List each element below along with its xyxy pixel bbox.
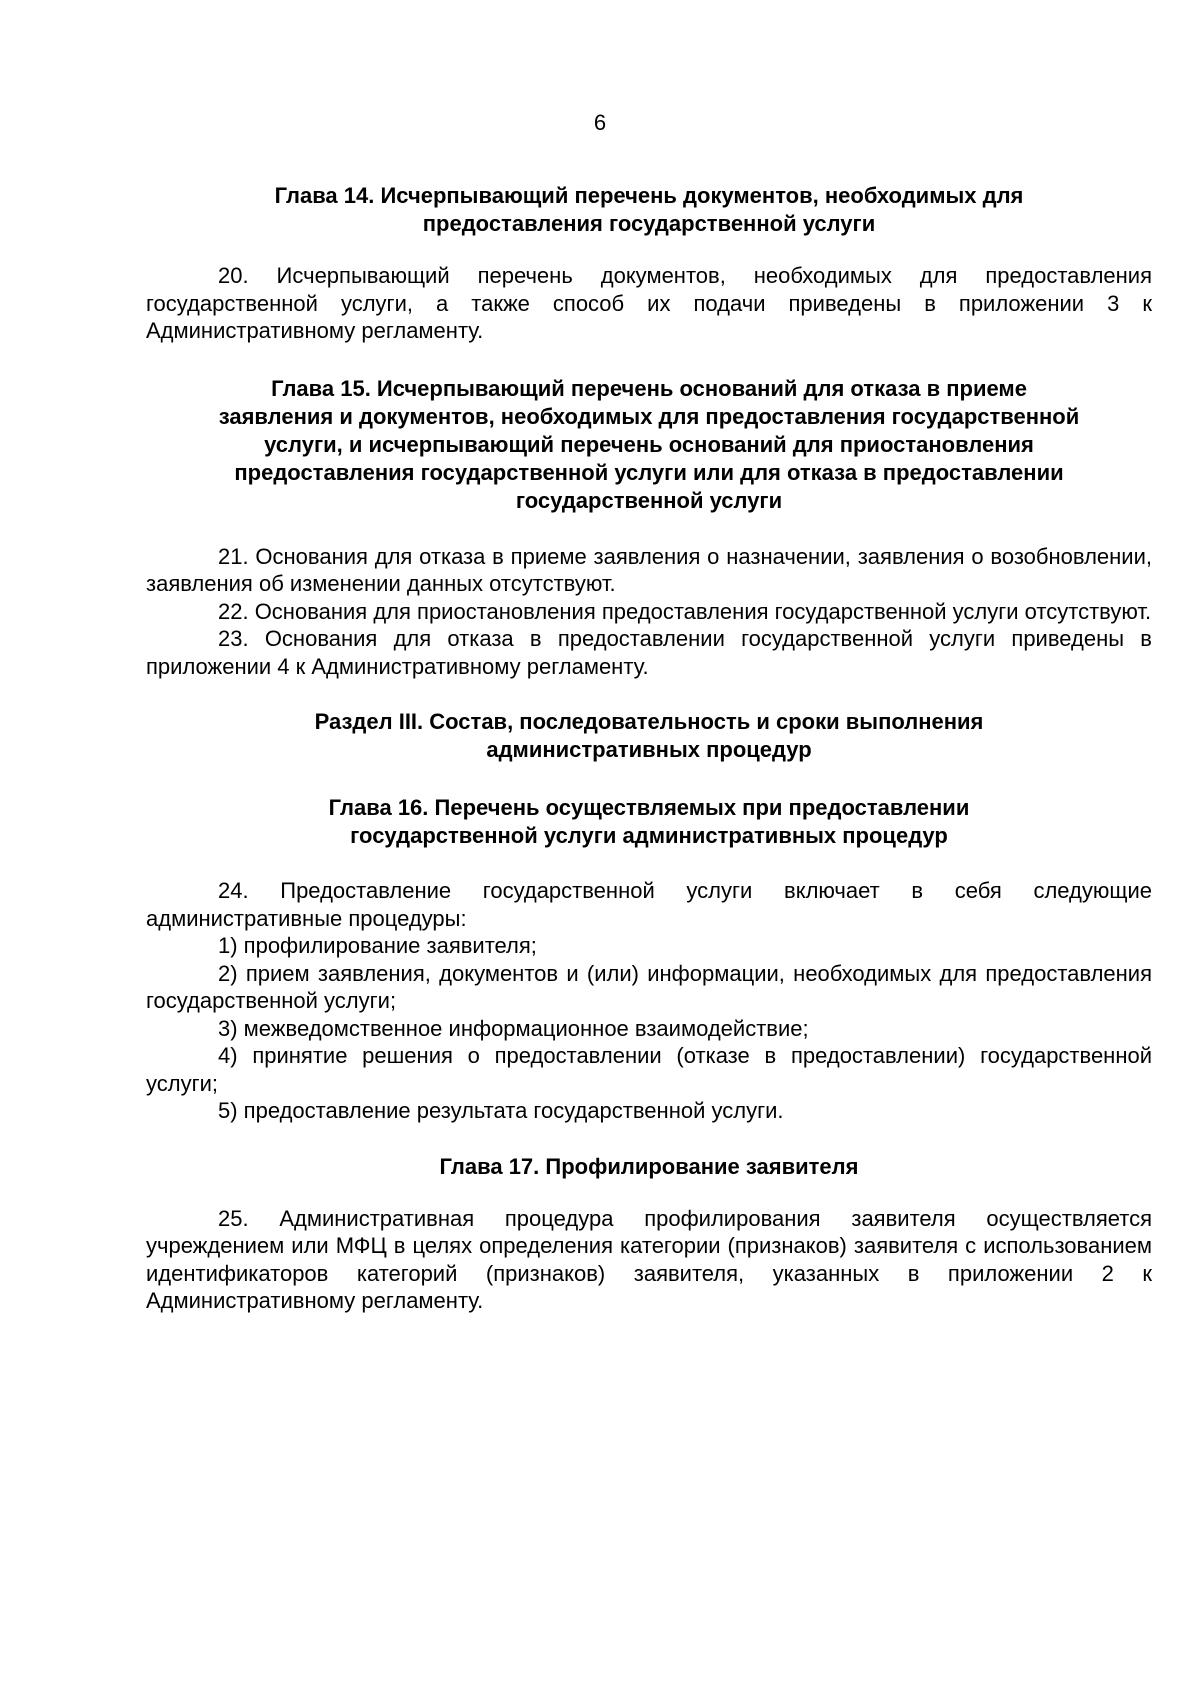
section-3-heading bbox=[146, 708, 1152, 764]
heading-line: государственной услуги bbox=[515, 487, 783, 513]
heading-line: государственной услуги административных процедур bbox=[350, 823, 948, 848]
heading-line: Глава 14. Исчерпывающий перечень документов, необходимых для bbox=[274, 183, 1024, 208]
chapter-14-heading bbox=[146, 182, 1152, 238]
list-item: 2) прием заявления, документов и (или) информации, необходимых для предоставления государственной услуги; bbox=[146, 960, 1152, 1013]
paragraph-24: 24. Предоставление государственной услуги включает в себя следующие административные процедуры: bbox=[146, 878, 1152, 931]
list-item: 5) предоставление результата государственной услуги. bbox=[218, 1098, 784, 1123]
list-item: 1) профилирование заявителя; bbox=[218, 933, 537, 958]
heading-line: Глава 17. Профилирование заявителя bbox=[439, 1153, 859, 1179]
heading-line: Глава 15. Исчерпывающий перечень оснований для отказа в приеме bbox=[271, 375, 1027, 401]
heading-line: заявления и документов, необходимых для предоставления государственной bbox=[218, 403, 1080, 429]
paragraph-25: 25. Административная процедура профилирования заявителя осуществляется учреждением или МФЦ в целях определения категории (признаков) заявителя с использованием идентификаторов категорий (признаков) заявителя, указанных в приложении 2 к Административному регламенту. bbox=[146, 1205, 1152, 1313]
chapter-16-heading bbox=[146, 794, 1152, 850]
heading-line: услуги, и исчерпывающий перечень оснований для приостановления bbox=[264, 431, 1034, 457]
document-body bbox=[146, 182, 1152, 1315]
paragraph-22: 22. Основания для приостановления предоставления государственной услуги отсутствуют. bbox=[218, 598, 1152, 624]
heading-line: административных процедур bbox=[486, 737, 812, 762]
chapter-15-heading bbox=[146, 375, 1152, 515]
heading-line: предоставления государственной услуги bbox=[422, 211, 876, 236]
list-item: 4) принятие решения о предоставлении (отказе в предоставлении) государственной услуги; bbox=[146, 1043, 1152, 1096]
paragraph-20: 20. Исчерпывающий перечень документов, необходимых для предоставления государственной услуги, а также способ их подачи приведены в приложении 3 к Административному регламенту. bbox=[146, 263, 1152, 343]
heading-line: Раздел III. Состав, последовательность и сроки выполнения bbox=[314, 709, 984, 734]
page-number: 6 bbox=[593, 110, 607, 135]
paragraph-23: 23. Основания для отказа в предоставлении государственной услуги приведены в приложении 4 к Административному регламенту. bbox=[146, 626, 1152, 679]
heading-line: предоставления государственной услуги или для отказа в предоставлении bbox=[234, 459, 1064, 485]
chapter-17-heading bbox=[146, 1153, 1152, 1181]
paragraph-21: 21. Основания для отказа в приеме заявления о назначении, заявления о возобновлении, заявления об изменении данных отсутствуют. bbox=[146, 543, 1152, 596]
heading-line: Глава 16. Перечень осуществляемых при предоставлении bbox=[328, 795, 970, 820]
list-item: 3) межведомственное информационное взаимодействие; bbox=[218, 1015, 809, 1041]
